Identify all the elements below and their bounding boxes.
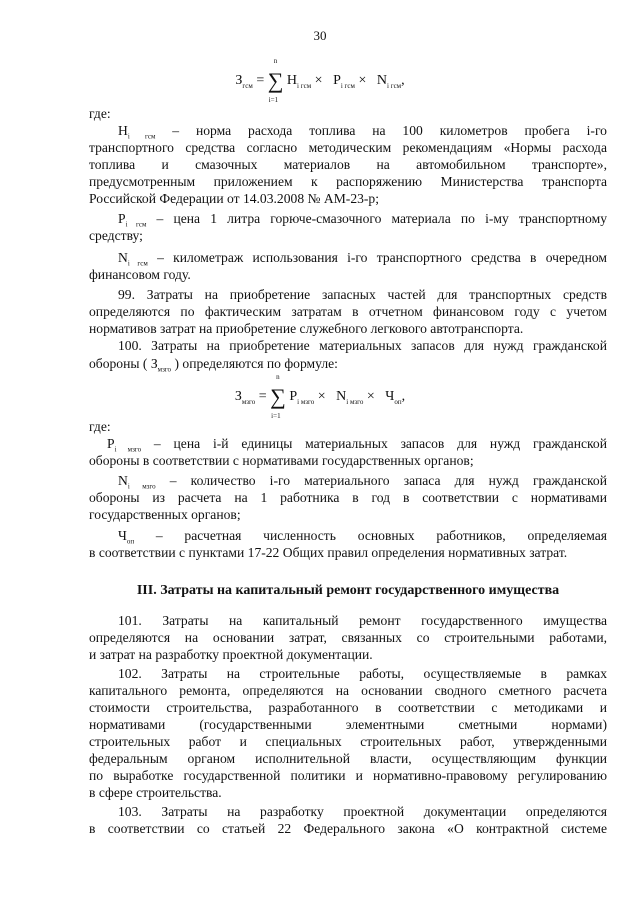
text-line: в сфере строительства. (89, 785, 222, 800)
formula-symbol: H (286, 73, 298, 89)
text-span: обороны ( (89, 356, 148, 371)
text-line: строительных работ и специальных строительных работ, утвержденными (89, 734, 607, 749)
var-symbol: $H_{i гсм}$ (118, 123, 156, 141)
text-span: – норма расхода топлива на 100 километров пробега i-го (172, 123, 607, 138)
text-span: – километраж использования i-го транспортного средства в очередном (157, 250, 608, 265)
formula-symbol: N (376, 73, 387, 89)
formula-fuel-costs (0, 57, 640, 104)
formula-operator: × (358, 73, 367, 89)
formula-symbol: N (336, 389, 347, 405)
formula-punctuation: , (401, 73, 405, 89)
formula-subscript: мзго (241, 398, 256, 407)
text-line: 99. Затраты на приобретение запасных частей для транспортных средств (118, 287, 607, 302)
formula-symbol: З (235, 73, 243, 89)
text-span: – количество i-го материального запаса для нужд гражданской (169, 473, 608, 488)
formula-symbol: Ч (385, 389, 395, 405)
sum-sign: ∑ n i=1 (267, 57, 284, 104)
text-line: 102. Затраты на строительные работы, осуществляемые в рамках (118, 666, 607, 681)
formula-subscript: i гсм (297, 82, 312, 91)
formula-subscript: i гсм (340, 82, 355, 91)
sum-sign: ∑ n i=1 (270, 373, 286, 420)
text-line: 100. Затраты на приобретение материальных запасов для нужд гражданской (118, 338, 607, 353)
text-line: в соответствии со статьей 22 Федерального закона «О контрактной системе (89, 821, 607, 836)
formula-subscript: i гсм (387, 82, 402, 91)
text-line: и затрат на разработку проектной документации. (89, 647, 373, 662)
text-line: капитального ремонта, определяются на основании сводного сметного расчета (89, 683, 607, 698)
sum-upper-limit: n (276, 373, 280, 381)
text-line: нормативами (государственными элементными сметными нормами) (89, 717, 607, 732)
text-line: нормативов затрат на приобретение служебного легкового автотранспорта. (89, 321, 524, 336)
formula-operator: × (366, 389, 375, 405)
text-line: топлива и смазочных материалов на автомобильном транспорте», (89, 157, 607, 172)
formula-subscript: i мзго (297, 398, 315, 407)
text-line: стоимости строительства, разработанного в соответствии с методиками и (89, 700, 607, 715)
sum-upper-limit: n (273, 57, 278, 65)
formula-civil-defense-costs (0, 373, 640, 420)
text-line: обороны из расчета на 1 работника в год в соответствии с нормативами (89, 490, 607, 505)
formula-subscript: i мзго (346, 398, 364, 407)
text-line: федеральным органом исполнительной власти, осуществляющим функции (89, 751, 607, 766)
var-symbol: $P_{i мзго}$ (107, 436, 142, 454)
section-heading: III. Затраты на капитальный ремонт государственного имущества (136, 583, 560, 598)
text-line: определяются на основании затрат, связанных со строительными работами, (89, 630, 607, 645)
formula-symbol: P (289, 389, 298, 405)
text-line: где: (89, 419, 111, 434)
text-line: обороны в соответствии с нормативами государственных органов; (89, 453, 474, 468)
text-span: – цена 1 литра горюче-смазочного материала по i-му транспортному (156, 211, 607, 226)
text-line: по выработке государственной политики и нормативно-правовому регулированию (89, 768, 607, 783)
formula-operator: × (317, 389, 326, 405)
formula-punctuation: , (401, 389, 406, 405)
text-line: определяются по фактическим затратам в отчетном финансовом году с учетом (89, 304, 607, 319)
formula-symbol: З (234, 389, 242, 405)
var-symbol: $P_{i гсм}$ (118, 211, 147, 229)
formula-operator: = (258, 389, 267, 405)
text-line: где: (89, 106, 111, 121)
var-symbol: $З_{мзго}$ (150, 356, 172, 374)
text-span: – цена i-й единицы материальных запасов для нужд гражданской (153, 436, 607, 451)
page-number: 30 (313, 28, 327, 43)
text-line: транспортного средства согласно методическим рекомендациям «Нормы расхода (89, 140, 607, 155)
formula-subscript: оп (394, 398, 402, 407)
sum-lower-limit: i=1 (271, 412, 281, 420)
formula-subscript: гсм (242, 82, 253, 91)
text-line: финансовом году. (89, 267, 191, 282)
var-symbol: $N_{i мзго}$ (118, 473, 156, 491)
text-line: Российской Федерации от 14.03.2008 № АМ-23-р; (89, 191, 380, 206)
sum-lower-limit: i=1 (268, 96, 279, 104)
text-line: 103. Затраты на разработку проектной документации определяются (118, 804, 607, 819)
text-span: ) определяются по формуле: (174, 356, 338, 371)
formula-operator: = (256, 73, 265, 89)
var-symbol: $Ч_{оп}$ (118, 528, 135, 546)
text-line (89, 355, 607, 379)
var-symbol: $N_{i гсм}$ (118, 250, 148, 268)
text-line: государственных органов; (89, 507, 241, 522)
text-line: средству; (89, 228, 143, 243)
formula-operator: × (314, 73, 323, 89)
formula-symbol: P (333, 73, 341, 89)
text-line: в соответствии с пунктами 17-22 Общих правил определения нормативных затрат. (89, 545, 568, 560)
text-line: 101. Затраты на капитальный ремонт государственного имущества (118, 613, 607, 628)
text-span: – расчетная численность основных работников, определяемая (155, 528, 608, 543)
text-line: предусмотренным приложением к распоряжению Министерства транспорта (89, 174, 607, 189)
